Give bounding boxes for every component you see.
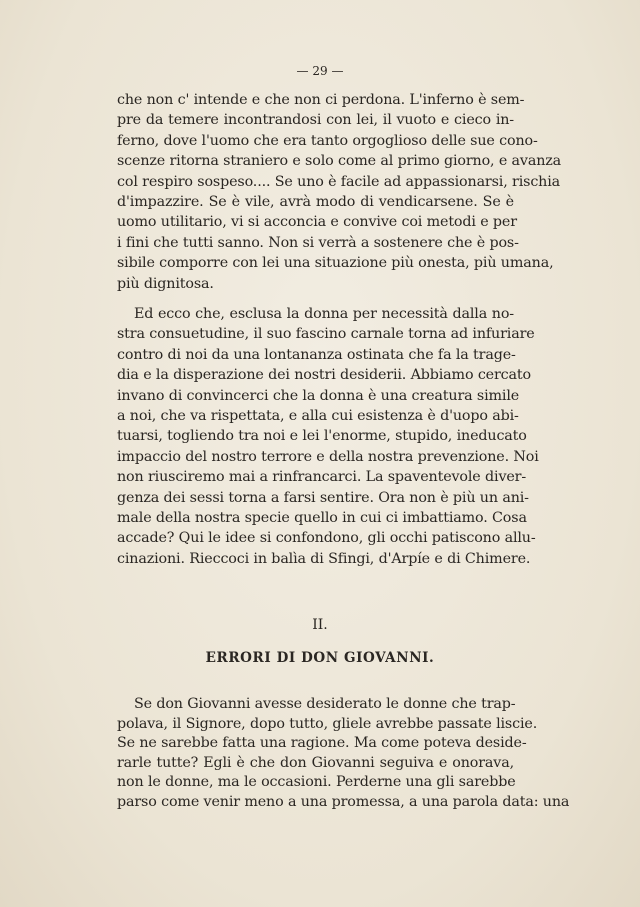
paragraph-3 [117, 695, 570, 813]
paragraph-1 [117, 90, 562, 294]
section-title: ERRORI DI DON GIOVANNI. [205, 650, 435, 666]
text-line: Se don Giovanni avesse desiderato le donne che trap- [134, 696, 516, 712]
section-numeral: II. [312, 617, 328, 633]
text-line: male della nostra specie quello in cui ci imbattiamo. Cosa [117, 509, 527, 526]
text-line: non le donne, ma le occasioni. Perderne una gli sarebbe [117, 774, 516, 791]
text-line: Se ne sarebbe fatta una ragione. Ma come poteva deside- [117, 735, 527, 752]
text-line: contro di noi da una lontananza ostinata che fa la trage- [117, 346, 516, 363]
page-number: — 29 — [296, 64, 344, 78]
text-line: cinazioni. Rieccoci in balìa di Sfingi, d'Arpíe e di Chimere. [117, 550, 531, 567]
text-line: invano di convincerci che la donna è una creatura simile [117, 387, 520, 404]
text-line: genza dei sessi torna a farsi sentire. Ora non è più un ani- [117, 489, 529, 506]
text-line: tuarsi, togliendo tra noi e lei l'enorme, stupido, ineducato [117, 428, 527, 445]
text-line: pre da temere incontrandosi con lei, il vuoto e cieco in- [117, 112, 514, 129]
text-line: sibile comporre con lei una situazione più onesta, più umana, [117, 255, 554, 272]
text-line: più dignitosa. [117, 275, 214, 292]
text-line: a noi, che va rispettata, e alla cui esistenza è d'uopo abi- [117, 407, 519, 424]
text-line: col respiro sospeso.... Se uno è facile ad appassionarsi, rischia [117, 173, 561, 190]
text-line: rarle tutte? Egli è che don Giovanni seguiva e onorava, [117, 754, 514, 771]
text-line: uomo utilitario, vi si acconcia e convive coi metodi e per [117, 214, 517, 231]
text-line: ferno, dove l'uomo che era tanto orgoglioso delle sue cono- [117, 132, 538, 149]
text-line: non riusciremo mai a rinfrancarci. La spaventevole diver- [117, 469, 527, 486]
text-line: Ed ecco che, esclusa la donna per necessità dalla no- [134, 306, 514, 322]
text-line: che non c' intende e che non ci perdona. L'inferno è sem- [117, 92, 525, 108]
text-line: parso come venir meno a una promessa, a una parola data: una [117, 793, 570, 810]
text-line: i fini che tutti sanno. Non si verrà a sostenere che è pos- [117, 234, 519, 251]
text-line: impaccio del nostro terrore e della nostra prevenzione. Noi [117, 448, 539, 465]
paragraph-2 [117, 304, 539, 569]
text-line: dia e la disperazione dei nostri desiderii. Abbiamo cercato [117, 367, 531, 384]
text-line: scenze ritorna straniero e solo come al primo giorno, e avanza [117, 153, 562, 170]
text-line: accade? Qui le idee si confondono, gli occhi patiscono allu- [117, 530, 536, 547]
text-line: d'impazzire. Se è vile, avrà modo di vendicarsene. Se è [117, 193, 514, 210]
text-line: polava, il Signore, dopo tutto, gliele avrebbe passate liscie. [117, 715, 538, 732]
text-line: stra consuetudine, il suo fascino carnale torna ad infuriare [117, 326, 535, 343]
